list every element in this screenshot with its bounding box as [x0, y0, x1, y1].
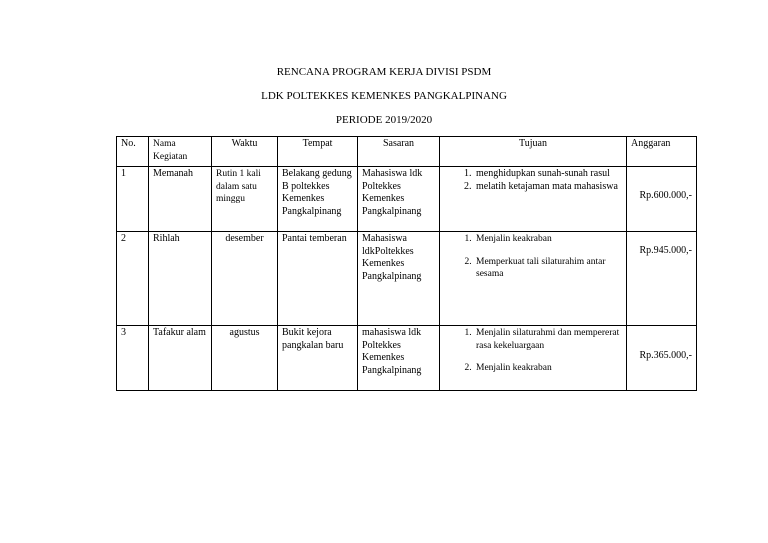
budget-value: Rp.365.000,- — [639, 349, 692, 361]
cell-kegiatan: Tafakur alam — [149, 326, 212, 391]
goal-item: 1. Menjalin silaturahmi dan mempererat rasa kekeluargaan — [474, 327, 622, 352]
goal-item: 1. menghidupkan sunah-sunah rasul — [474, 168, 622, 181]
cell-waktu: desember — [212, 232, 278, 326]
document-title: RENCANA PROGRAM KERJA DIVISI PSDM — [276, 66, 492, 78]
organization-name: LDK POLTEKKES KEMENKES PANGKALPINANG — [261, 90, 507, 102]
column-header-no: No. — [117, 137, 149, 167]
cell-kegiatan: Rihlah — [149, 232, 212, 326]
goal-list — [444, 233, 622, 281]
cell-waktu: agustus — [212, 326, 278, 391]
goal-item: 1. Menjalin keakraban — [474, 233, 622, 246]
cell-tujuan — [440, 232, 627, 326]
column-header-tujuan: Tujuan — [440, 137, 627, 167]
cell-tujuan — [440, 326, 627, 391]
goal-item: 2. Menjalin keakraban — [474, 362, 622, 375]
cell-no: 2 — [117, 232, 149, 326]
cell-kegiatan: Memanah — [149, 167, 212, 232]
cell-anggaran — [627, 232, 697, 326]
column-header-anggaran: Anggaran — [627, 137, 697, 167]
cell-tempat: Bukit kejora pangkalan baru — [278, 326, 358, 391]
table-row — [117, 326, 697, 391]
cell-tempat: Belakang gedung B poltekkes Kemenkes Pangkalpinang — [278, 167, 358, 232]
cell-waktu: Rutin 1 kali dalam satu minggu — [212, 167, 278, 232]
goal-list — [444, 168, 622, 193]
column-header-kegiatan: Nama Kegiatan — [149, 137, 212, 167]
cell-tempat: Pantai temberan — [278, 232, 358, 326]
cell-sasaran: Mahasiswa ldk Poltekkes Kemenkes Pangkalpinang — [358, 167, 440, 232]
column-header-tempat: Tempat — [278, 137, 358, 167]
cell-sasaran: mahasiswa ldk Poltekkes Kemenkes Pangkalpinang — [358, 326, 440, 391]
goal-list — [444, 327, 622, 375]
goal-item: 2. Memperkuat tali silaturahim antar sesama — [474, 256, 622, 281]
goal-item: 2. melatih ketajaman mata mahasiswa — [474, 181, 622, 194]
table-row — [117, 167, 697, 232]
cell-anggaran — [627, 326, 697, 391]
column-header-sasaran: Sasaran — [358, 137, 440, 167]
budget-value: Rp.945.000,- — [639, 245, 692, 256]
cell-no: 1 — [117, 167, 149, 232]
column-header-waktu: Waktu — [212, 137, 278, 167]
period-label: PERIODE 2019/2020 — [335, 114, 433, 126]
cell-sasaran: Mahasiswa ldkPoltekkes Kemenkes Pangkalpinang — [358, 232, 440, 326]
program-table — [116, 136, 697, 391]
table-header-row — [117, 137, 697, 167]
budget-value: Rp.600.000,- — [639, 189, 692, 201]
cell-anggaran — [627, 167, 697, 232]
table-row — [117, 232, 697, 326]
cell-tujuan — [440, 167, 627, 232]
cell-no: 3 — [117, 326, 149, 391]
